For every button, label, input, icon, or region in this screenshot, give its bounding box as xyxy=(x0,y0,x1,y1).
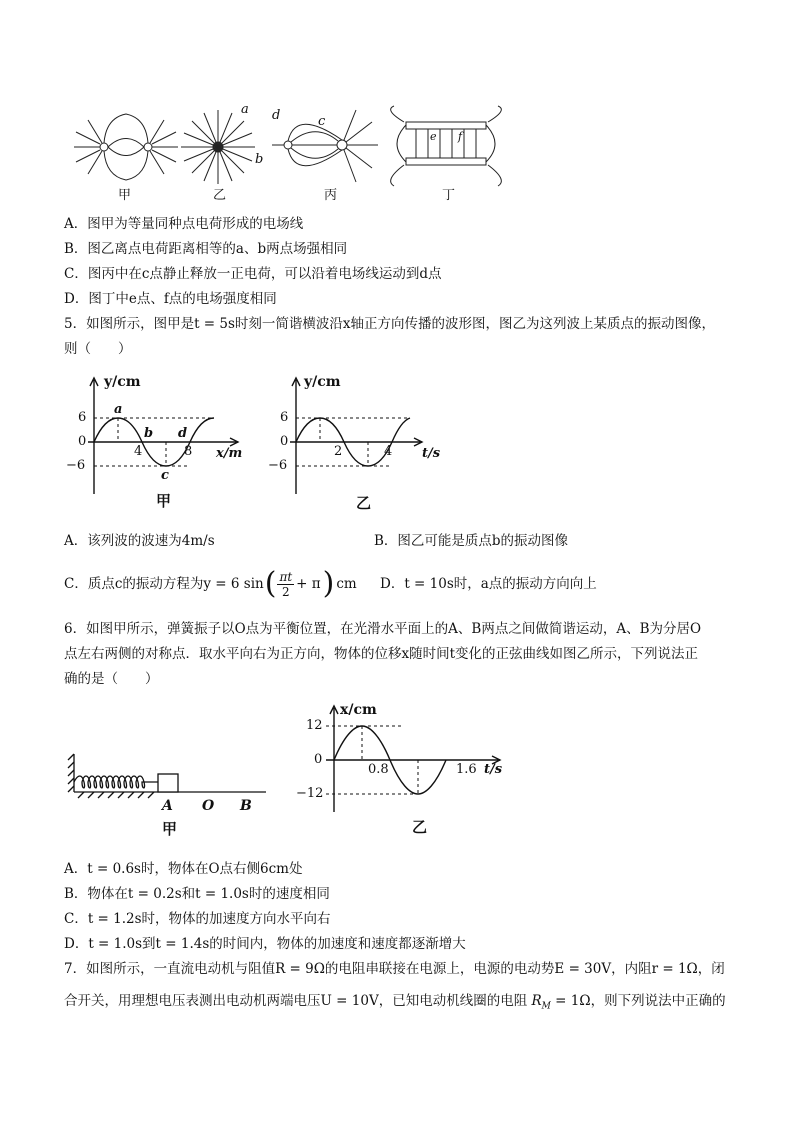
q5-jia-point-b: b xyxy=(144,426,154,441)
q5-jia-caption: 甲 xyxy=(156,492,172,510)
q5-stem-line2: 则（ ） xyxy=(64,341,132,357)
q6-jia-caption: 甲 xyxy=(162,820,178,838)
q6-jia-point-A: A xyxy=(162,798,173,814)
q6-xt-graph-yi xyxy=(296,700,520,840)
q6-option-b: B．物体在t = 0.2s和t = 1.0s时的速度相同 xyxy=(64,886,330,902)
q4-caption-bing: 丙 xyxy=(324,188,338,203)
q6-stem-line2: 点左右两侧的对称点．取水平向右为正方向，物体的位移x随时间t变化的正弦曲线如图乙所示，下列说法正 xyxy=(64,646,699,662)
q6-yi-xtick-1.6: 1.6 xyxy=(456,762,477,777)
q4-fig-yi-drawing xyxy=(181,110,255,184)
q5-yi-xtick-4: 4 xyxy=(384,444,393,459)
q5-vibration-graph-yi xyxy=(268,372,462,517)
q4-option-a: A．图甲为等量同种点电荷形成的电场线 xyxy=(64,216,304,232)
q5-yi-ytick-6: 6 xyxy=(280,410,289,425)
q5-jia-point-d: d xyxy=(178,426,188,441)
q6-stem-line3: 确的是（ ） xyxy=(64,671,159,687)
q4-letter-f: f xyxy=(458,130,463,143)
q5-option-c-unit: cm xyxy=(336,576,357,592)
q4-fig-ding-drawing xyxy=(391,106,502,186)
q5-yi-ytick-0: 0 xyxy=(280,434,289,449)
q6-option-c: C．t = 1.2s时，物体的加速度方向水平向右 xyxy=(64,911,331,927)
q5-option-b: B．图乙可能是质点b的振动图像 xyxy=(374,533,569,549)
q7-line2-prefix: 合开关，用理想电压表测出电动机两端电压U = 10V，已知电动机线圈的电阻 xyxy=(64,993,528,1009)
q6-yi-ytick-0: 0 xyxy=(314,752,323,767)
q5-option-a: A．该列波的波速为4m/s xyxy=(64,533,215,549)
q6-yi-xlabel: t/s xyxy=(484,762,503,777)
q4-option-b: B．图乙离点电荷距离相等的a、b两点场强相同 xyxy=(64,241,348,257)
q4-figures-svg xyxy=(66,100,506,200)
q6-yi-ytick-12: 12 xyxy=(306,718,323,733)
q5-option-c-denominator: 2 xyxy=(281,584,290,599)
q7-line2-rm-subscript: M xyxy=(541,1001,551,1012)
q6-jia-point-O: O xyxy=(202,798,215,814)
q5-jia-xlabel: x/m xyxy=(216,446,243,461)
q5-wave-graph-jia xyxy=(66,372,260,512)
q7-stem-line2 xyxy=(64,992,726,1016)
q5-jia-xtick-8: 8 xyxy=(184,444,193,459)
q5-yi-ylabel: y/cm xyxy=(304,374,341,390)
q4-letter-e: e xyxy=(430,130,437,143)
q7-line2-suffix: = 1Ω，则下列说法中正确的 xyxy=(550,993,726,1009)
q5-jia-ytick-0: 0 xyxy=(78,434,87,449)
q4-letter-c: c xyxy=(318,114,326,129)
q6-yi-ytick-neg12: −12 xyxy=(296,786,324,801)
q4-letter-a: a xyxy=(241,102,249,117)
q5-option-c xyxy=(64,564,357,604)
q5-option-c-numerator: πt xyxy=(279,569,293,584)
q4-field-line-figures xyxy=(66,100,506,203)
q6-stem-line1: 6．如图甲所示，弹簧振子以O点为平衡位置，在光滑水平面上的A、B两点之间做简谐运动，A、B为分居O xyxy=(64,621,702,637)
q5-option-d: D．t = 10s时，a点的振动方向向上 xyxy=(380,576,597,592)
q4-caption-jia: 甲 xyxy=(118,188,132,203)
q6-option-d: D．t = 1.0s到t = 1.4s的时间内，物体的加速度和速度都逐渐增大 xyxy=(64,936,466,952)
q5-jia-ylabel: y/cm xyxy=(104,374,141,390)
q7-stem-line1: 7．如图所示，一直流电动机与阻值R = 9Ω的电阻串联接在电源上，电源的电动势E = 30V，内阻r = 1Ω，闭 xyxy=(64,961,725,977)
q5-option-c-suffix: + π xyxy=(296,576,321,592)
q5-jia-point-c: c xyxy=(161,468,169,483)
q5-option-c-open-paren: ( xyxy=(264,566,277,601)
q6-jia-point-B: B xyxy=(240,798,252,814)
q6-yi-ylabel: x/cm xyxy=(340,702,377,718)
q5-jia-xtick-4: 4 xyxy=(134,444,143,459)
q5-yi-xlabel: t/s xyxy=(422,446,441,461)
q5-jia-point-a: a xyxy=(114,402,123,417)
q5-yi-ytick-neg6: −6 xyxy=(268,458,288,473)
q5-option-c-close-paren: ) xyxy=(322,566,335,601)
q5-stem-line1: 5．如图所示，图甲是t = 5s时刻一简谐横波沿x轴正方向传播的波形图，图乙为这列波上某质点的振动图像， xyxy=(64,316,716,332)
q5-yi-xtick-2: 2 xyxy=(334,444,343,459)
q4-option-d: D．图丁中e点、f点的电场强度相同 xyxy=(64,291,277,307)
q7-line2-rm: R xyxy=(531,993,542,1009)
q4-fig-jia-drawing xyxy=(74,114,178,180)
q6-yi-xtick-0.8: 0.8 xyxy=(368,762,389,777)
q6-option-a: A．t = 0.6s时，物体在O点右侧6cm处 xyxy=(64,861,303,877)
q4-option-c: C．图丙中在c点静止释放一正电荷，可以沿着电场线运动到d点 xyxy=(64,266,442,282)
q5-option-c-fraction xyxy=(277,570,294,599)
q5-yi-caption: 乙 xyxy=(356,494,372,512)
q6-yi-caption: 乙 xyxy=(412,818,428,836)
q5-jia-ytick-6: 6 xyxy=(78,410,87,425)
q4-caption-yi: 乙 xyxy=(213,188,227,203)
q6-jia-svg xyxy=(66,752,276,802)
q4-letter-d: d xyxy=(272,108,281,123)
q5-option-c-prefix: C．质点c的振动方程为y = 6 sin xyxy=(64,576,264,592)
q4-caption-ding: 丁 xyxy=(442,188,456,203)
q5-jia-ytick-neg6: −6 xyxy=(66,458,86,473)
q4-letter-b: b xyxy=(255,152,264,167)
q6-spring-oscillator-jia xyxy=(66,752,276,842)
